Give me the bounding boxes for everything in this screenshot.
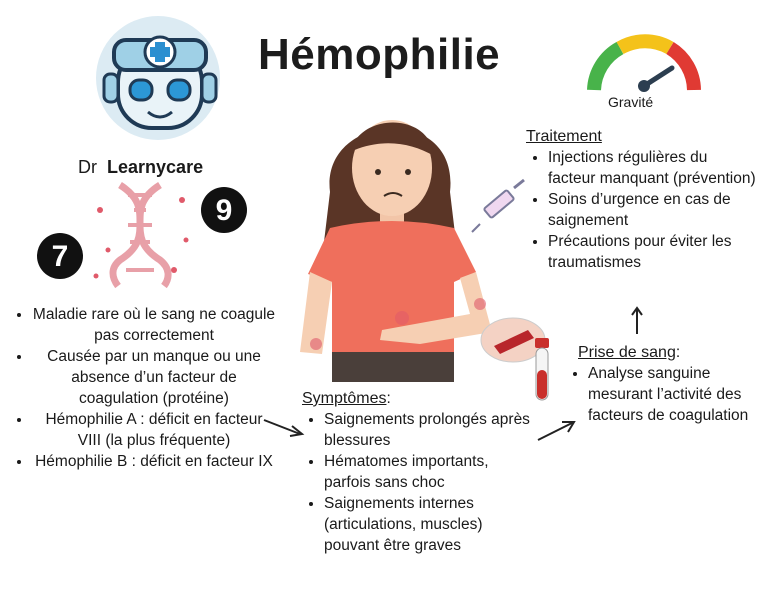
arrow-up-to-traitement	[630, 306, 644, 336]
prise-item: • Analyse sanguine mesurant l’activité des facteurs de coagulation	[588, 363, 760, 426]
description-item: • Hémophilie A : déficit en facteur VIII (la plus fréquente)	[32, 409, 276, 451]
symptome-item: • Saignements internes (articulations, muscles) pouvant être graves	[324, 493, 538, 556]
description-block	[14, 304, 276, 472]
severity-gauge-icon	[580, 28, 710, 100]
description-item: • Hémophilie B : déficit en facteur IX	[32, 451, 276, 472]
description-item: • Maladie rare où le sang ne coagule pas correctement	[32, 304, 276, 346]
symptome-item: • Saignements prolongés après blessures	[324, 409, 538, 451]
prise-heading: Prise de sang	[578, 344, 676, 361]
gauge-label: Gravité	[608, 94, 654, 110]
description-item: • Causée par un manque ou une absence d’un facteur de coagulation (protéine)	[32, 346, 276, 409]
badge-seven	[36, 232, 84, 280]
traitement-item: • Soins d’urgence en cas de saignement	[548, 189, 758, 231]
traitement-item: • Injections régulières du facteur manquant (prévention)	[548, 147, 758, 189]
traitement-block	[526, 126, 758, 273]
symptome-item: • Hématomes importants, parfois sans choc	[324, 451, 538, 493]
badge-nine-text: 9	[215, 194, 233, 227]
arrow-to-prise	[536, 418, 578, 442]
brand-label: Learnycare	[107, 157, 204, 177]
brand-name	[78, 157, 203, 178]
traitement-heading: Traitement	[526, 128, 602, 145]
symptomes-heading: Symptômes	[302, 390, 387, 407]
prise-de-sang-block: Prise de sang: • Analyse sanguine mesurant l’activité des facteurs de coagulation	[578, 342, 760, 426]
symptomes-block: Symptômes: • Saignements prolongés après blessures • Hématomes importants, parfois sans choc • Saignements internes (articulations, muscles) pouvant être graves	[302, 388, 538, 556]
badge-seven-text: 7	[51, 240, 69, 273]
traitement-item: • Précautions pour éviter les traumatismes	[548, 231, 758, 273]
syringe-icon	[470, 176, 530, 236]
brand-prefix: Dr	[78, 157, 97, 177]
dna-icon	[90, 180, 200, 290]
doctor-robot-logo	[96, 8, 226, 143]
page-title: Hémophilie	[258, 30, 501, 79]
badge-nine	[200, 186, 248, 234]
